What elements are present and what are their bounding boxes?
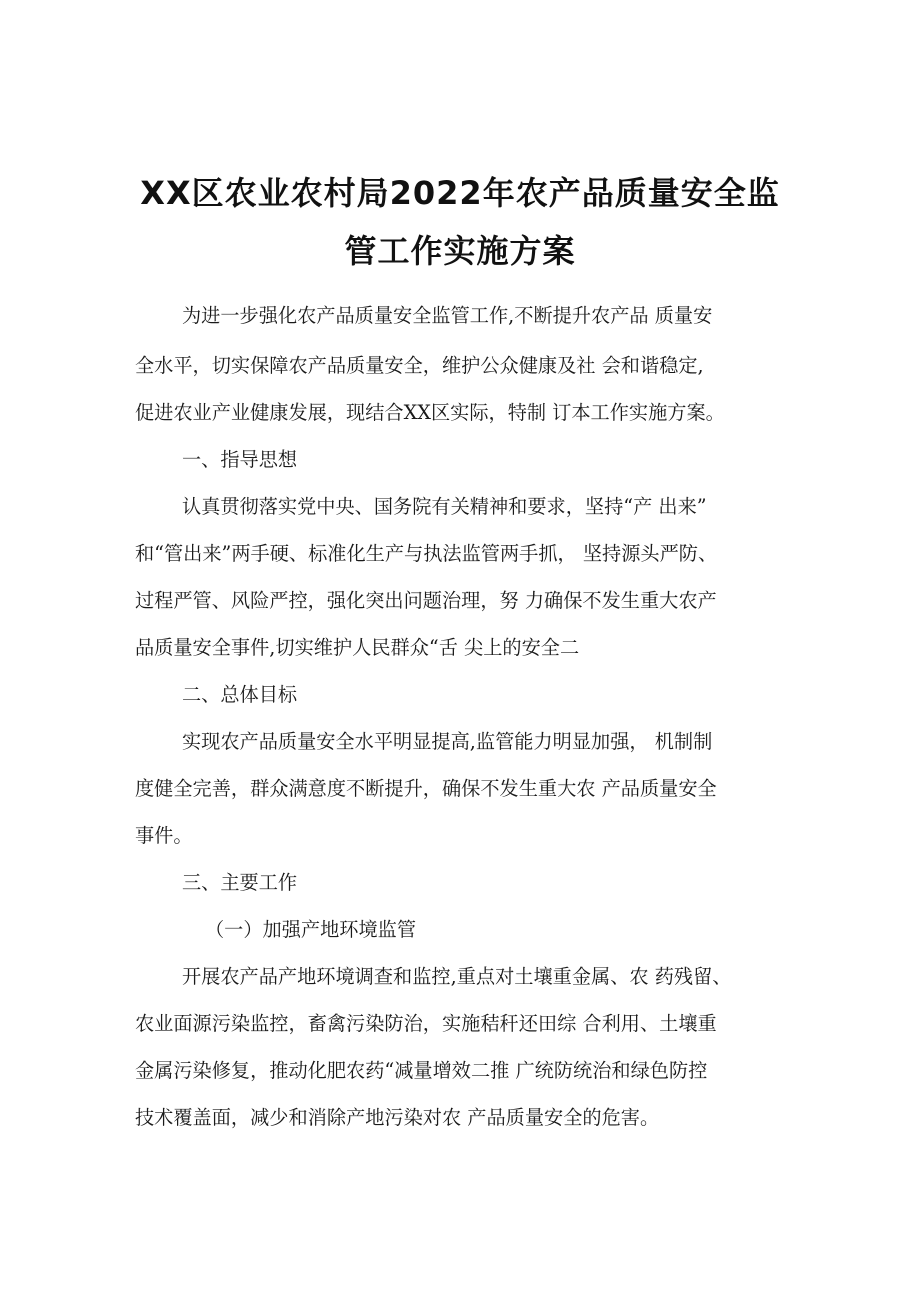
- section-2-line-1: 实现农产品质量安全水平明显提高,监管能力明显加强， 机制制: [182, 730, 713, 753]
- section-3-heading: 三、主要工作: [182, 871, 298, 894]
- section-1-heading: 一、指导思想: [182, 448, 298, 471]
- subsection-1-line-2: 农业面源污染监控，畜禽污染防治，实施秸秆还田综 合利用、土壤重: [135, 1012, 717, 1035]
- intro-line-2: 全水平，切实保障农产品质量安全，维护公众健康及社 会和谐稳定,: [135, 354, 704, 377]
- intro-line-3: 促进农业产业健康发展，现结合XX区实际，特制 订本工作实施方案。: [135, 401, 725, 424]
- subsection-1-heading: （一）加强产地环境监管: [205, 918, 417, 941]
- subsection-1-line-1: 开展农产品产地环境调查和监控,重点对土壤重金属、农 药残留、: [182, 965, 732, 988]
- section-2-line-2: 度健全完善，群众满意度不断提升，确保不发生重大农 产品质量安全: [135, 777, 717, 800]
- section-1-line-3: 过程严管、风险严控，强化突出问题治理，努 力确保不发生重大农产: [135, 589, 717, 612]
- subsection-1-line-3: 金属污染修复，推动化肥农药“减量增效二推 广统防统治和绿色防控: [135, 1059, 708, 1082]
- section-1-line-2: 和“管出来”两手硬、标准化生产与执法监管两手抓， 坚持源头严防、: [135, 542, 718, 565]
- section-1-line-1: 认真贯彻落实党中央、国务院有关精神和要求，坚持“产 出来”: [182, 495, 707, 518]
- subsection-1-line-4: 技术覆盖面，减少和消除产地污染对农 产品质量安全的危害。: [135, 1106, 660, 1129]
- document-title-line-2: 管工作实施方案: [344, 232, 576, 270]
- section-1-line-4: 品质量安全事件,切实维护人民群众“舌 尖上的安全二: [135, 636, 580, 659]
- section-2-line-3: 事件。: [135, 824, 193, 847]
- document-title-line-1: XX区农业农村局2022年农产品质量安全监: [140, 174, 780, 212]
- section-2-heading: 二、总体目标: [182, 683, 298, 706]
- intro-line-1: 为进一步强化农产品质量安全监管工作,不断提升农产品 质量安: [182, 304, 713, 327]
